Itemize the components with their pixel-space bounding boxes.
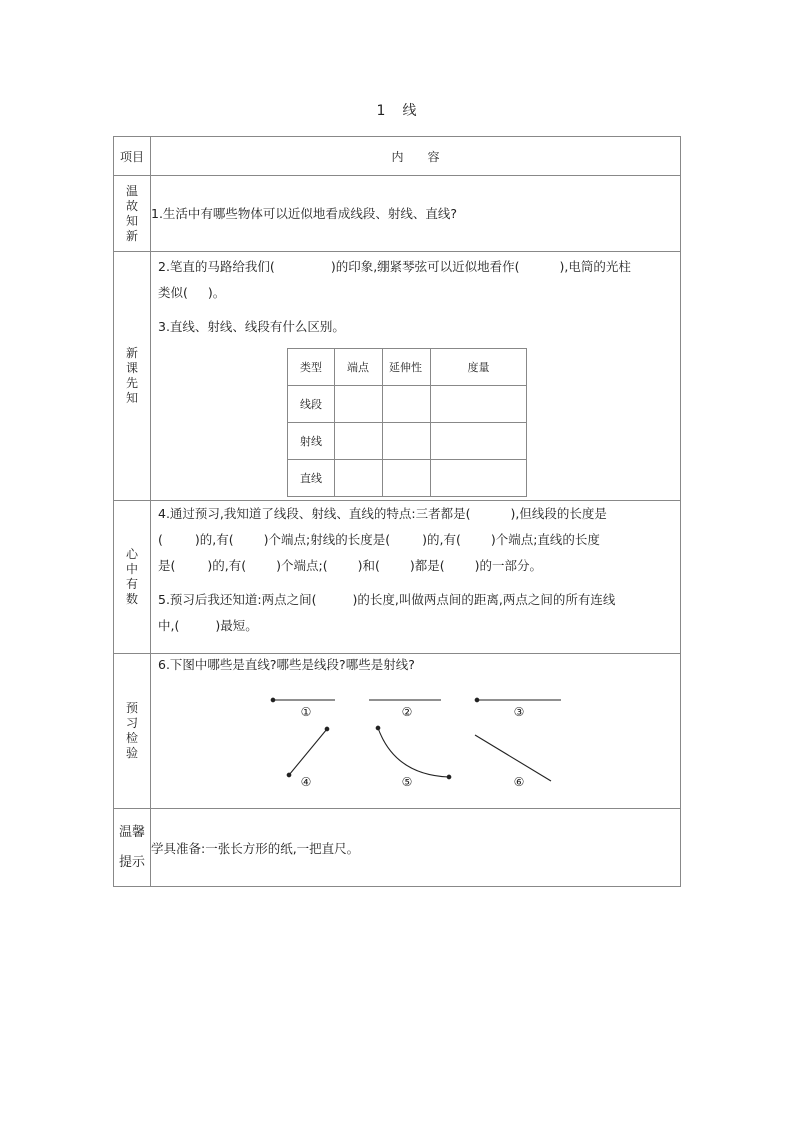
row-tip bbox=[114, 809, 681, 887]
row-ray: 射线 bbox=[288, 423, 335, 460]
label-preview: 新 课 先 知 bbox=[114, 252, 151, 501]
question-5: 5.预习后我还知道:两点之间( )的长度,叫做两点间的距离,两点之间的所有连线 中,( )最短。 bbox=[158, 592, 616, 633]
check-content bbox=[151, 654, 681, 809]
table-row bbox=[288, 386, 527, 423]
figure-3-endpoint bbox=[475, 698, 479, 702]
figure-4-label: ④ bbox=[300, 775, 312, 789]
figure-1-label: ① bbox=[300, 705, 312, 719]
question-3: 3.直线、射线、线段有什么区别。 bbox=[158, 319, 345, 334]
row-review bbox=[114, 176, 681, 252]
row-preview bbox=[114, 252, 681, 501]
label-summary: 心 中 有 数 bbox=[114, 501, 151, 654]
figure-5-endpoint-a bbox=[376, 726, 380, 730]
figure-1-endpoint bbox=[271, 698, 275, 702]
label-tip: 温馨 提示 bbox=[114, 809, 151, 887]
figure-5-curve bbox=[378, 728, 449, 777]
th-measure: 度量 bbox=[431, 349, 527, 386]
th-extension: 延伸性 bbox=[383, 349, 431, 386]
figure-5-endpoint-b bbox=[447, 775, 451, 779]
line-figures bbox=[151, 676, 680, 796]
summary-content bbox=[151, 501, 681, 654]
question-6: 6.下图中哪些是直线?哪些是线段?哪些是射线? bbox=[158, 657, 415, 672]
th-type: 类型 bbox=[288, 349, 335, 386]
figure-2-label: ② bbox=[401, 705, 413, 719]
row-check bbox=[114, 654, 681, 809]
tip-text: 学具准备:一张长方形的纸,一把直尺。 bbox=[151, 809, 681, 887]
label-review: 温 故 知 新 bbox=[114, 176, 151, 252]
question-1: 1.生活中有哪些物体可以近似地看成线段、射线、直线? bbox=[151, 176, 681, 252]
th-endpoint: 端点 bbox=[335, 349, 383, 386]
row-summary bbox=[114, 501, 681, 654]
header-item: 项目 bbox=[114, 137, 151, 176]
table-row bbox=[288, 423, 527, 460]
figure-3-label: ③ bbox=[513, 705, 525, 719]
figure-4-endpoint-b bbox=[325, 727, 329, 731]
label-check: 预 习 检 验 bbox=[114, 654, 151, 809]
row-line: 直线 bbox=[288, 460, 335, 497]
figure-6-label: ⑥ bbox=[513, 775, 525, 789]
row-segment: 线段 bbox=[288, 386, 335, 423]
comparison-table bbox=[287, 348, 527, 497]
comparison-header bbox=[288, 349, 527, 386]
figure-4-line bbox=[289, 729, 327, 775]
question-2: 2.笔直的马路给我们( )的印象,绷紧琴弦可以近似地看作( ),电筒的光柱 类似( )。 bbox=[158, 259, 631, 300]
figure-5-label: ⑤ bbox=[401, 775, 413, 789]
title-number: 1 bbox=[376, 103, 387, 119]
table-row bbox=[288, 460, 527, 497]
worksheet-table bbox=[113, 136, 681, 887]
question-4: 4.通过预习,我知道了线段、射线、直线的特点:三者都是( ),但线段的长度是 ( )的,有( )个端点;射线的长度是( )的,有( )个端点;直线的长度 是( )的,有( )个端点;( )和( )都是( )的一部分。 bbox=[158, 506, 607, 573]
page-title bbox=[0, 100, 794, 120]
preview-content bbox=[151, 252, 681, 501]
figure-4-endpoint-a bbox=[287, 773, 291, 777]
figures-svg bbox=[151, 676, 681, 796]
title-text: 线 bbox=[402, 103, 418, 119]
header-row bbox=[114, 137, 681, 176]
header-content: 内 容 bbox=[151, 137, 681, 176]
